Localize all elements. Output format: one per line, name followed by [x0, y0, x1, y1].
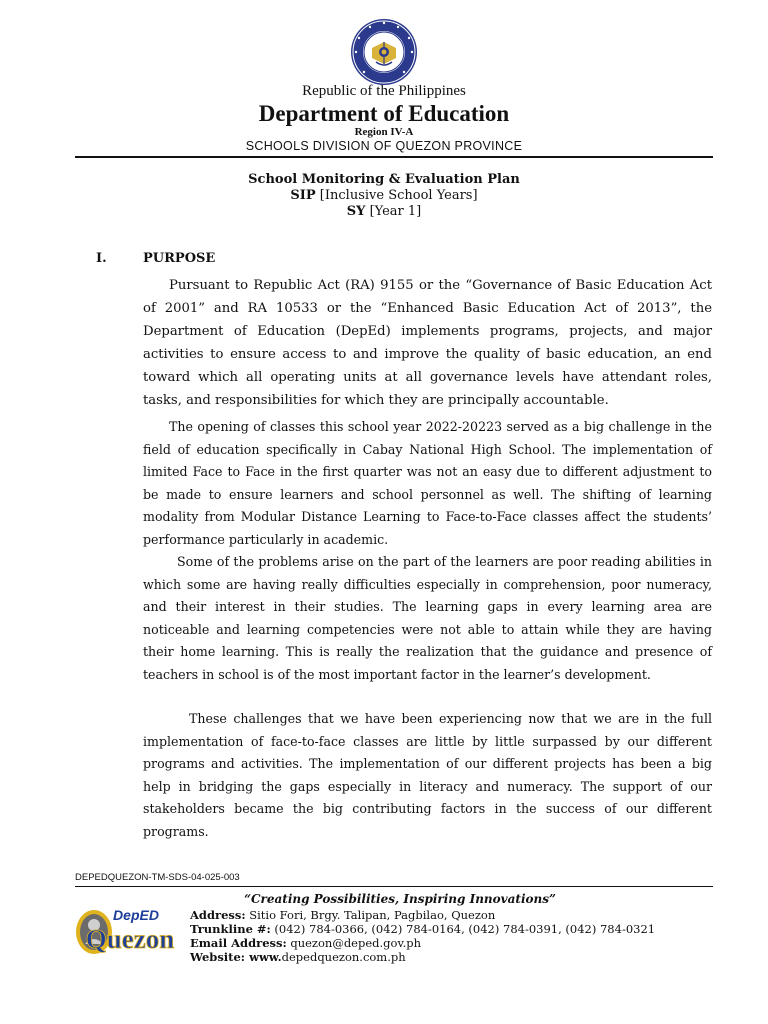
purpose-paragraph-2: The opening of classes this school year 2022-20223 served as a big challenge in the field of education specifically in Cabay National High School. The implementation of limited Face to Face in the first quarter was not an easy due to different adjustment to be made to ensure learners and school personnel as well. The shifting of learning modality from Modular Distance Learning to Face-to-Face classes affect the students’ performance particularly in academic. [143, 419, 712, 547]
website-label: Website: [190, 950, 246, 964]
trunkline-label: Trunkline #: [190, 922, 271, 936]
sy-value: [Year 1] [365, 204, 422, 219]
footer-motto: “Creating Possibilities, Inspiring Innovations” [244, 892, 556, 906]
footer-email [190, 936, 421, 950]
website-value[interactable]: depedquezon.com.ph [281, 950, 406, 964]
division-heading: SCHOOLS DIVISION OF QUEZON PROVINCE [245, 139, 523, 153]
footer-address [190, 908, 495, 922]
website-prefix[interactable]: www. [245, 950, 282, 964]
email-label: Email Address: [190, 936, 287, 950]
purpose-paragraph-3: Some of the problems arise on the part of the learners are poor reading abilities in which some are having really difficulties especially in comprehension, poor numeracy, and their interest in their studies. The learning gaps in every learning area are noticeable and learning competencies were not able to attain while they are having their home learning. This is really the realization that the guidance and presence of teachers in school is of the most important factor in the learner’s development. [143, 554, 712, 682]
footer-trunkline [190, 922, 655, 936]
sip-value: [Inclusive School Years] [315, 188, 478, 203]
deped-seal-icon [350, 18, 418, 86]
document-reference: DEPEDQUEZON-TM-SDS-04-025-003 [75, 872, 240, 883]
address-label: Address: [190, 908, 246, 922]
deped-quezon-logo-icon [74, 898, 178, 960]
sip-label: SIP [290, 188, 316, 203]
plan-sy-line [0, 204, 768, 219]
section-title: PURPOSE [143, 251, 216, 266]
header-divider [75, 156, 713, 158]
plan-sip-line [0, 188, 768, 203]
trunkline-value: (042) 784-0366, (042) 784-0164, (042) 784-0391, (042) 784-0321 [270, 922, 656, 936]
footer-website [190, 950, 406, 964]
region-heading: Region IV-A [354, 126, 414, 138]
purpose-paragraph-1: Pursuant to Republic Act (RA) 9155 or the “Governance of Basic Education Act of 2001” and RA 10533 or the “Enhanced Basic Education Act of 2013”, the Department of Education (DepEd) implements programs, projects, and major activities to ensure access to and improve the quality of basic education, an end toward which all operating units at all governance levels have attendant roles, tasks, and responsibilities for which they are principally accountable. [143, 278, 712, 408]
logo-deped-text: DepED [113, 907, 159, 923]
plan-title: School Monitoring & Evaluation Plan [248, 172, 520, 187]
republic-heading: Republic of the Philippines [302, 83, 466, 99]
section-number: I. [96, 251, 107, 266]
email-value[interactable]: quezon@deped.gov.ph [286, 936, 422, 950]
address-value: Sitio Fori, Brgy. Talipan, Pagbilao, Quezon [245, 908, 496, 922]
sy-label: SY [346, 204, 366, 219]
logo-quezon-text: Quezon [85, 924, 175, 954]
department-heading: Department of Education [258, 101, 510, 126]
footer-divider [75, 886, 713, 887]
purpose-paragraph-4: These challenges that we have been experiencing now that we are in the full implementation of face-to-face classes are little by little surpassed by our different programs and activities. The implementation of our different projects has been a big help in bridging the gaps especially in literacy and numeracy. The support of our stakeholders became the big contributing factors in the success of our different programs. [143, 711, 712, 839]
